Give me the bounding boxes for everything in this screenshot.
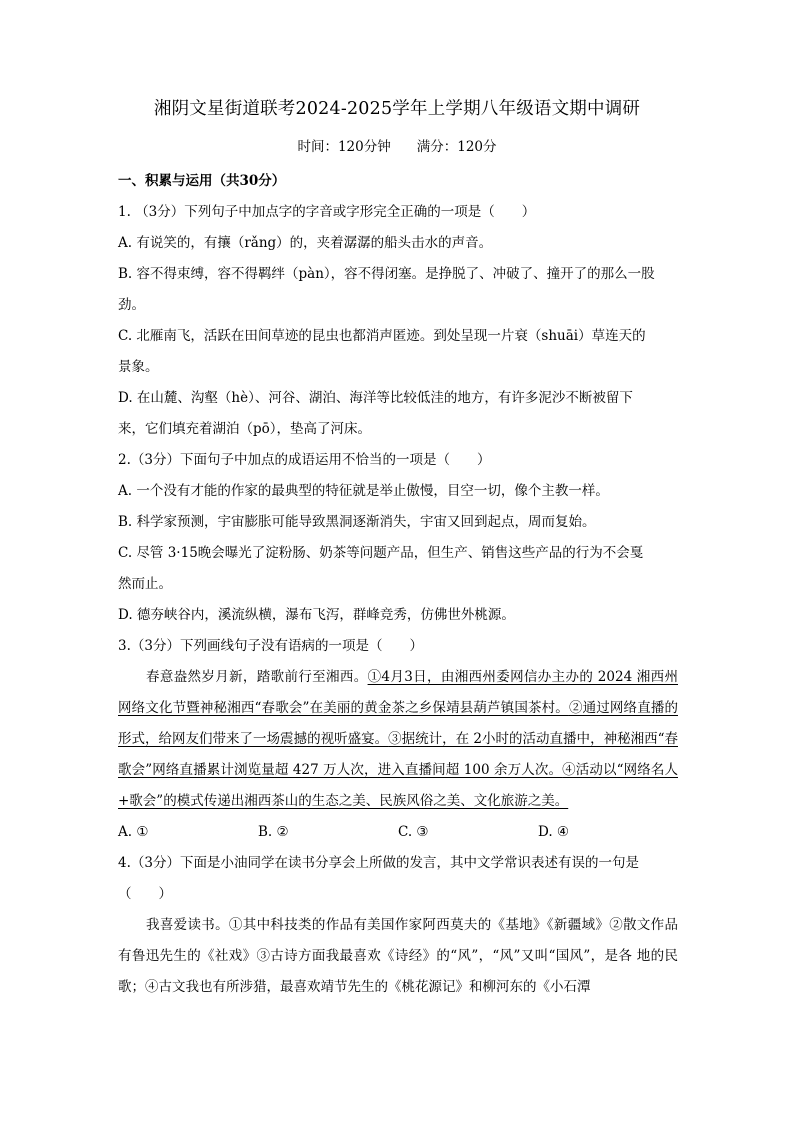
- question-2-option-d: D. 德夯峡谷内，溪流纵横，瀑布飞泻，群峰竞秀，仿佛世外桃源。: [118, 607, 515, 623]
- underlined-sentence-4: ④活动以“网络名人+歌会”的模式传递出湘西茶山的生态之美、民族风俗之美、文化旅游之美。: [118, 762, 678, 809]
- underlined-sentence-1: ①4月3日，由湘西州委网信办主办的 2024 湘西州网络文化节暨神秘湘西“春歌会”在美丽的黄金茶之乡保靖县葫芦镇国茶村。: [118, 669, 679, 716]
- question-1-option-c: C. 北雁南飞，活跃在田间草迹的昆虫也都消声匿迹。到处呈现一片衰（shuāi）草连天的: [118, 328, 646, 344]
- question-2-option-b: B. 科学家预测，宇宙膨胀可能导致黑洞逐渐消失，宇宙又回到起点，周而复始。: [118, 514, 596, 530]
- question-1-option-b-cont: 劲。: [118, 297, 145, 313]
- question-1-stem: 1. （3分）下列句子中加点字的字音或字形完全正确的一项是（ ）: [118, 204, 536, 220]
- question-3-option-a: A. ①: [118, 824, 149, 840]
- question-1-option-a: A. 有说笑的，有攘（rǎng）的，夹着潺潺的船头击水的声音。: [118, 235, 493, 251]
- exam-info: [0, 136, 794, 158]
- exam-score: 满分：120分: [416, 139, 497, 155]
- passage-lead: 春意盎然岁月新，踏歌前行至湘西。: [146, 669, 368, 685]
- underlined-sentence-2: ②通过网络直播的形式，给网友们带来了一场震撼的视听盛宴。: [118, 700, 678, 747]
- question-4-stem: 4.（3分）下面是小油同学在读书分享会上所做的发言，其中文学常识表述有误的一句是: [118, 855, 639, 871]
- question-1-option-c-cont: 景象。: [118, 359, 159, 375]
- question-3-passage: [118, 662, 678, 817]
- question-3-option-b: B. ②: [258, 824, 289, 840]
- question-4-passage: 我喜爱读书。①其中科技类的作品有美国作家阿西莫夫的《基地》《新疆域》②散文作品有鲁迅先生的《社戏》③古诗方面我最喜欢《诗经》的“风”，“风”又叫“国风”，是各 地的民歌；④古文我也有所涉猎，最喜欢靖节先生的《桃花源记》和柳河东的《小石潭: [118, 917, 678, 995]
- question-2-option-c-cont: 然而止。: [118, 576, 172, 592]
- underlined-sentence-3: ③据统计，在 2小时的活动直播中，神秘湘西“春歌会”网络直播累计浏览量超 427 万人次，进入直播间超 100 余万人次。: [118, 731, 678, 778]
- question-1-option-b: B. 容不得束缚，容不得羁绊（pàn），容不得闭塞。是挣脱了、冲破了、撞开了的那么一股: [118, 266, 655, 282]
- question-3-option-d: D. ④: [538, 824, 570, 840]
- page-title: 湘阴文星街道联考2024-2025学年上学期八年级语文期中调研: [153, 99, 641, 119]
- section-heading: 一、积累与运用（共30分）: [118, 173, 286, 189]
- question-3-options: [118, 817, 678, 848]
- question-2-stem: 2.（3分）下面句子中加点的成语运用不恰当的一项是（ ）: [118, 452, 491, 468]
- question-2-option-c: C. 尽管 3·15晚会曝光了淀粉肠、奶茶等问题产品，但生产、销售这些产品的行为不会戛: [118, 545, 644, 561]
- question-3-option-c: C. ③: [398, 824, 429, 840]
- question-2-option-a: A. 一个没有才能的作家的最典型的特征就是举止傲慢，目空一切，像个主教一样。: [118, 483, 609, 499]
- question-4-stem-cont: （ ）: [118, 886, 172, 902]
- question-1-option-d: D. 在山麓、沟壑（hè）、河谷、湖泊、海洋等比较低洼的地方，有许多泥沙不断被留下: [118, 390, 633, 406]
- exam-time: 时间：120分钟: [297, 139, 391, 155]
- question-1-option-d-cont: 来，它们填充着湖泊（pō），垫高了河床。: [118, 421, 372, 437]
- question-3-stem: 3.（3分）下列画线句子没有语病的一项是（ ）: [118, 638, 423, 654]
- exam-content: [118, 166, 678, 1003]
